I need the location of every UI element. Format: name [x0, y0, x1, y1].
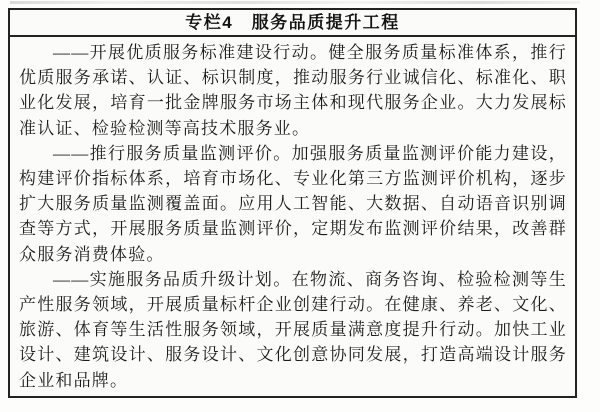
paragraph-standards-action: ——开展优质服务标准建设行动。健全服务质量标准体系，推行优质服务承诺、认证、标识制度，推动服务行业诚信化、标准化、职业化发展，培育一批金牌服务市场主体和现代服务企业。大力发展标准认证、检验检测等高技术服务业。 [19, 43, 567, 138]
paragraph-quality-upgrade-plan: ——实施服务品质升级计划。在物流、商务咨询、检验检测等生产性服务领域，开展质量标杆企业创建行动。在健康、养老、文化、旅游、体育等生活性服务领域，开展质量满意度提升行动。加快工业设计、建筑设计、服务设计、文化创意协同发展，打造高端设计服务企业和品牌。 [19, 269, 567, 390]
scan-artifact [10, 1, 580, 4]
column-box-body [10, 37, 575, 393]
column-box [8, 8, 577, 398]
column-box-title: 专栏4 服务品质提升工程 [10, 10, 575, 37]
paragraph-monitoring-evaluation: ——推行服务质量监测评价。加强服务质量监测评价能力建设，构建评价指标体系，培育市场化、专业化第三方监测评价机构，逐步扩大服务质量监测覆盖面。应用人工智能、大数据、自动语音识别调查等方式，开展服务质量监测评价，定期发布监测评价结果，改善群众服务消费体验。 [19, 143, 567, 264]
